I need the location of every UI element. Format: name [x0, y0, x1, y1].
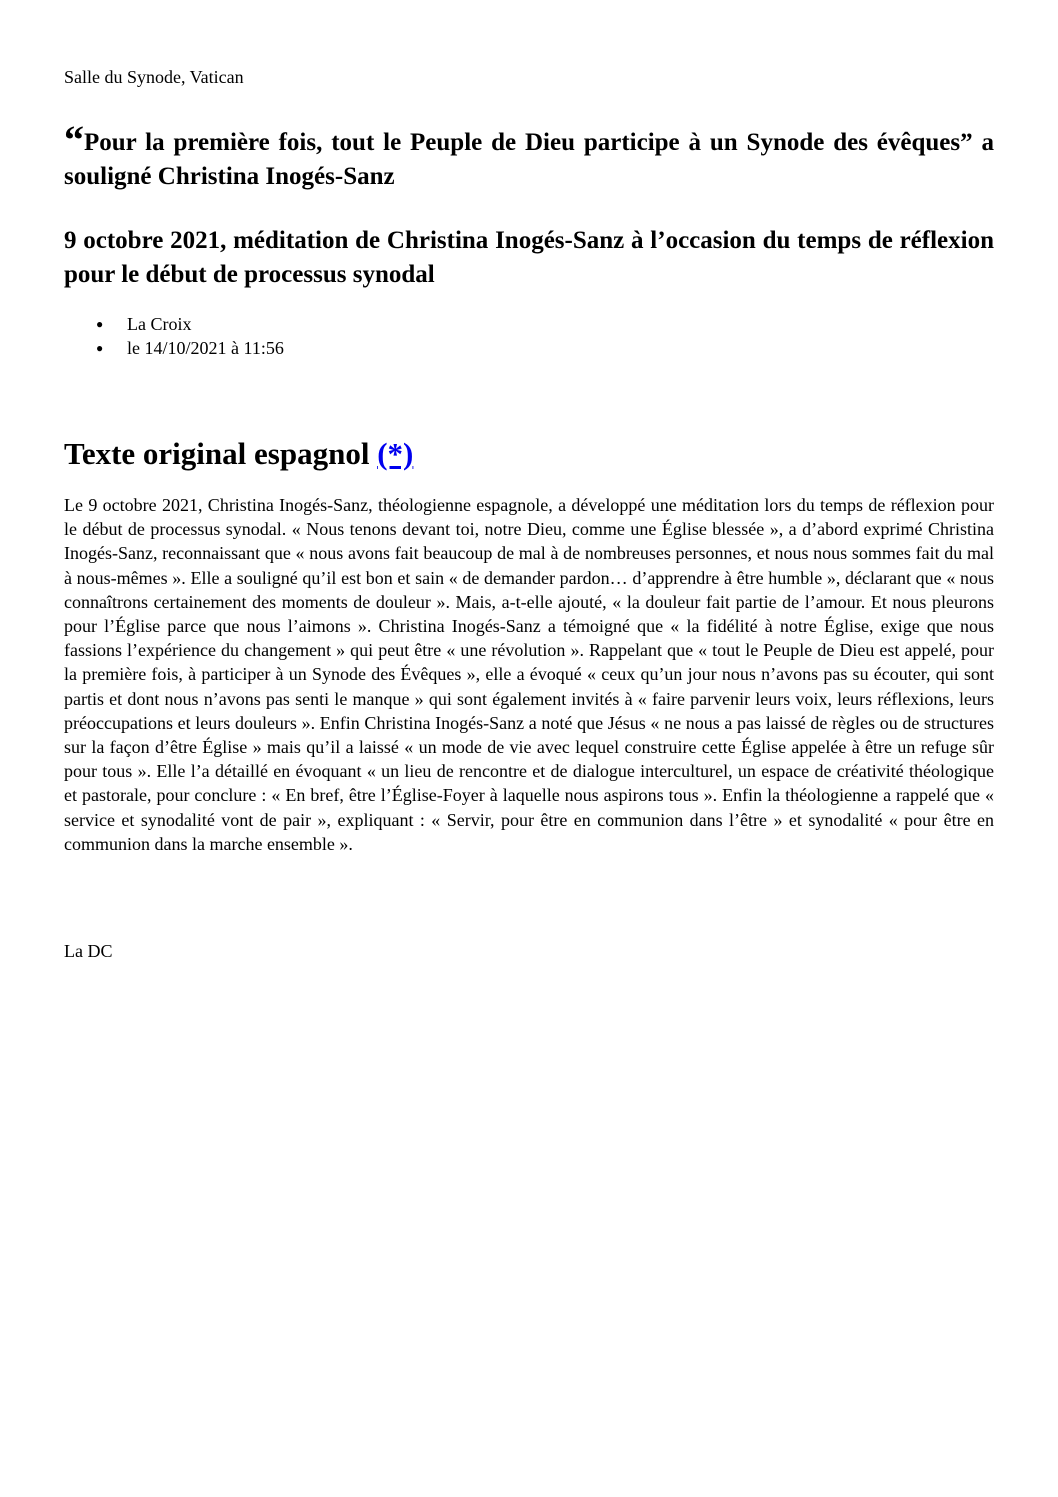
photo-caption: Salle du Synode, Vatican [64, 67, 244, 87]
footnote-link[interactable]: (*) [377, 436, 414, 471]
bullet-icon: ● [96, 317, 104, 331]
article-meta-list [96, 312, 284, 360]
section-title-text: Texte original espagnol [64, 436, 370, 471]
meta-date: le 14/10/2021 à 11:56 [127, 338, 284, 358]
signature: La DC [64, 941, 113, 961]
headline-open-quote: “ [64, 117, 84, 162]
subheadline: 9 octobre 2021, méditation de Christina Inogés-Sanz à l’occasion du temps de réflexion pour le début de processus synodal [64, 227, 994, 288]
article-body: Le 9 octobre 2021, Christina Inogés-Sanz, théologienne espagnole, a développé une méditation lors du temps de réflexion pour le début de processus synodal. « Nous tenons devant toi, notre Dieu, comme une Église blessée », a d’abord exprimé Christina Inogés-Sanz, reconnaissant que « nous avons fait beaucoup de mal à de nombreuses personnes, et nous nous sommes fait du mal à nous-mêmes ». Elle a souligné qu’il est bon et sain « de demander pardon… d’apprendre à être humble », déclarant que « nous connaîtrons certainement des moments de douleur ». Mais, a-t-elle ajouté, « la douleur fait partie de l’amour. Et nous pleurons pour l’Église parce que nous l’aimons ». Christina Inogés-Sanz a témoigné que « la fidélité à notre Église, exige que nous fassions l’expérience du changement » qui peut être « une révolution ». Rappelant que « tout le Peuple de Dieu est appelé, pour la première fois, à participer à un Synode des Évêques », elle a évoqué « ceux qu’un jour nous n’avons pas su écouter, qui sont partis et dont nous n’avons pas senti le manque » qui sont également invités à « faire parvenir leurs voix, leurs réflexions, leurs préoccupations et leurs douleurs ». Enfin Christina Inogés-Sanz a noté que Jésus « ne nous a pas laissé de règles ou de structures sur la façon d’être Église » mais qu’il a laissé « un mode de vie avec lequel construire cette Église appelée à être un refuge sûr pour tous ». Elle l’a détaillé en évoquant « un lieu de rencontre et de dialogue interculturel, un espace de créativité théologique et pastorale, pour conclure : « En bref, être l’Église-Foyer à laquelle nous aspirons tous ». Enfin la théologienne a rappelé que « service et synodalité vont de pair », expliquant : « Servir, pour être en communion dans l’être » et synodalité « pour être en communion dans la marche ensemble ». [64, 495, 994, 854]
headline-text: Pour la première fois, tout le Peuple de Dieu participe à un Synode des évêques” a souligné Christina Inogés-Sanz [64, 129, 994, 190]
bullet-icon: ● [96, 341, 104, 355]
section-title [64, 434, 413, 474]
headline [64, 117, 994, 194]
meta-source-item [96, 312, 284, 336]
meta-source: La Croix [127, 314, 192, 334]
meta-date-item [96, 336, 284, 360]
